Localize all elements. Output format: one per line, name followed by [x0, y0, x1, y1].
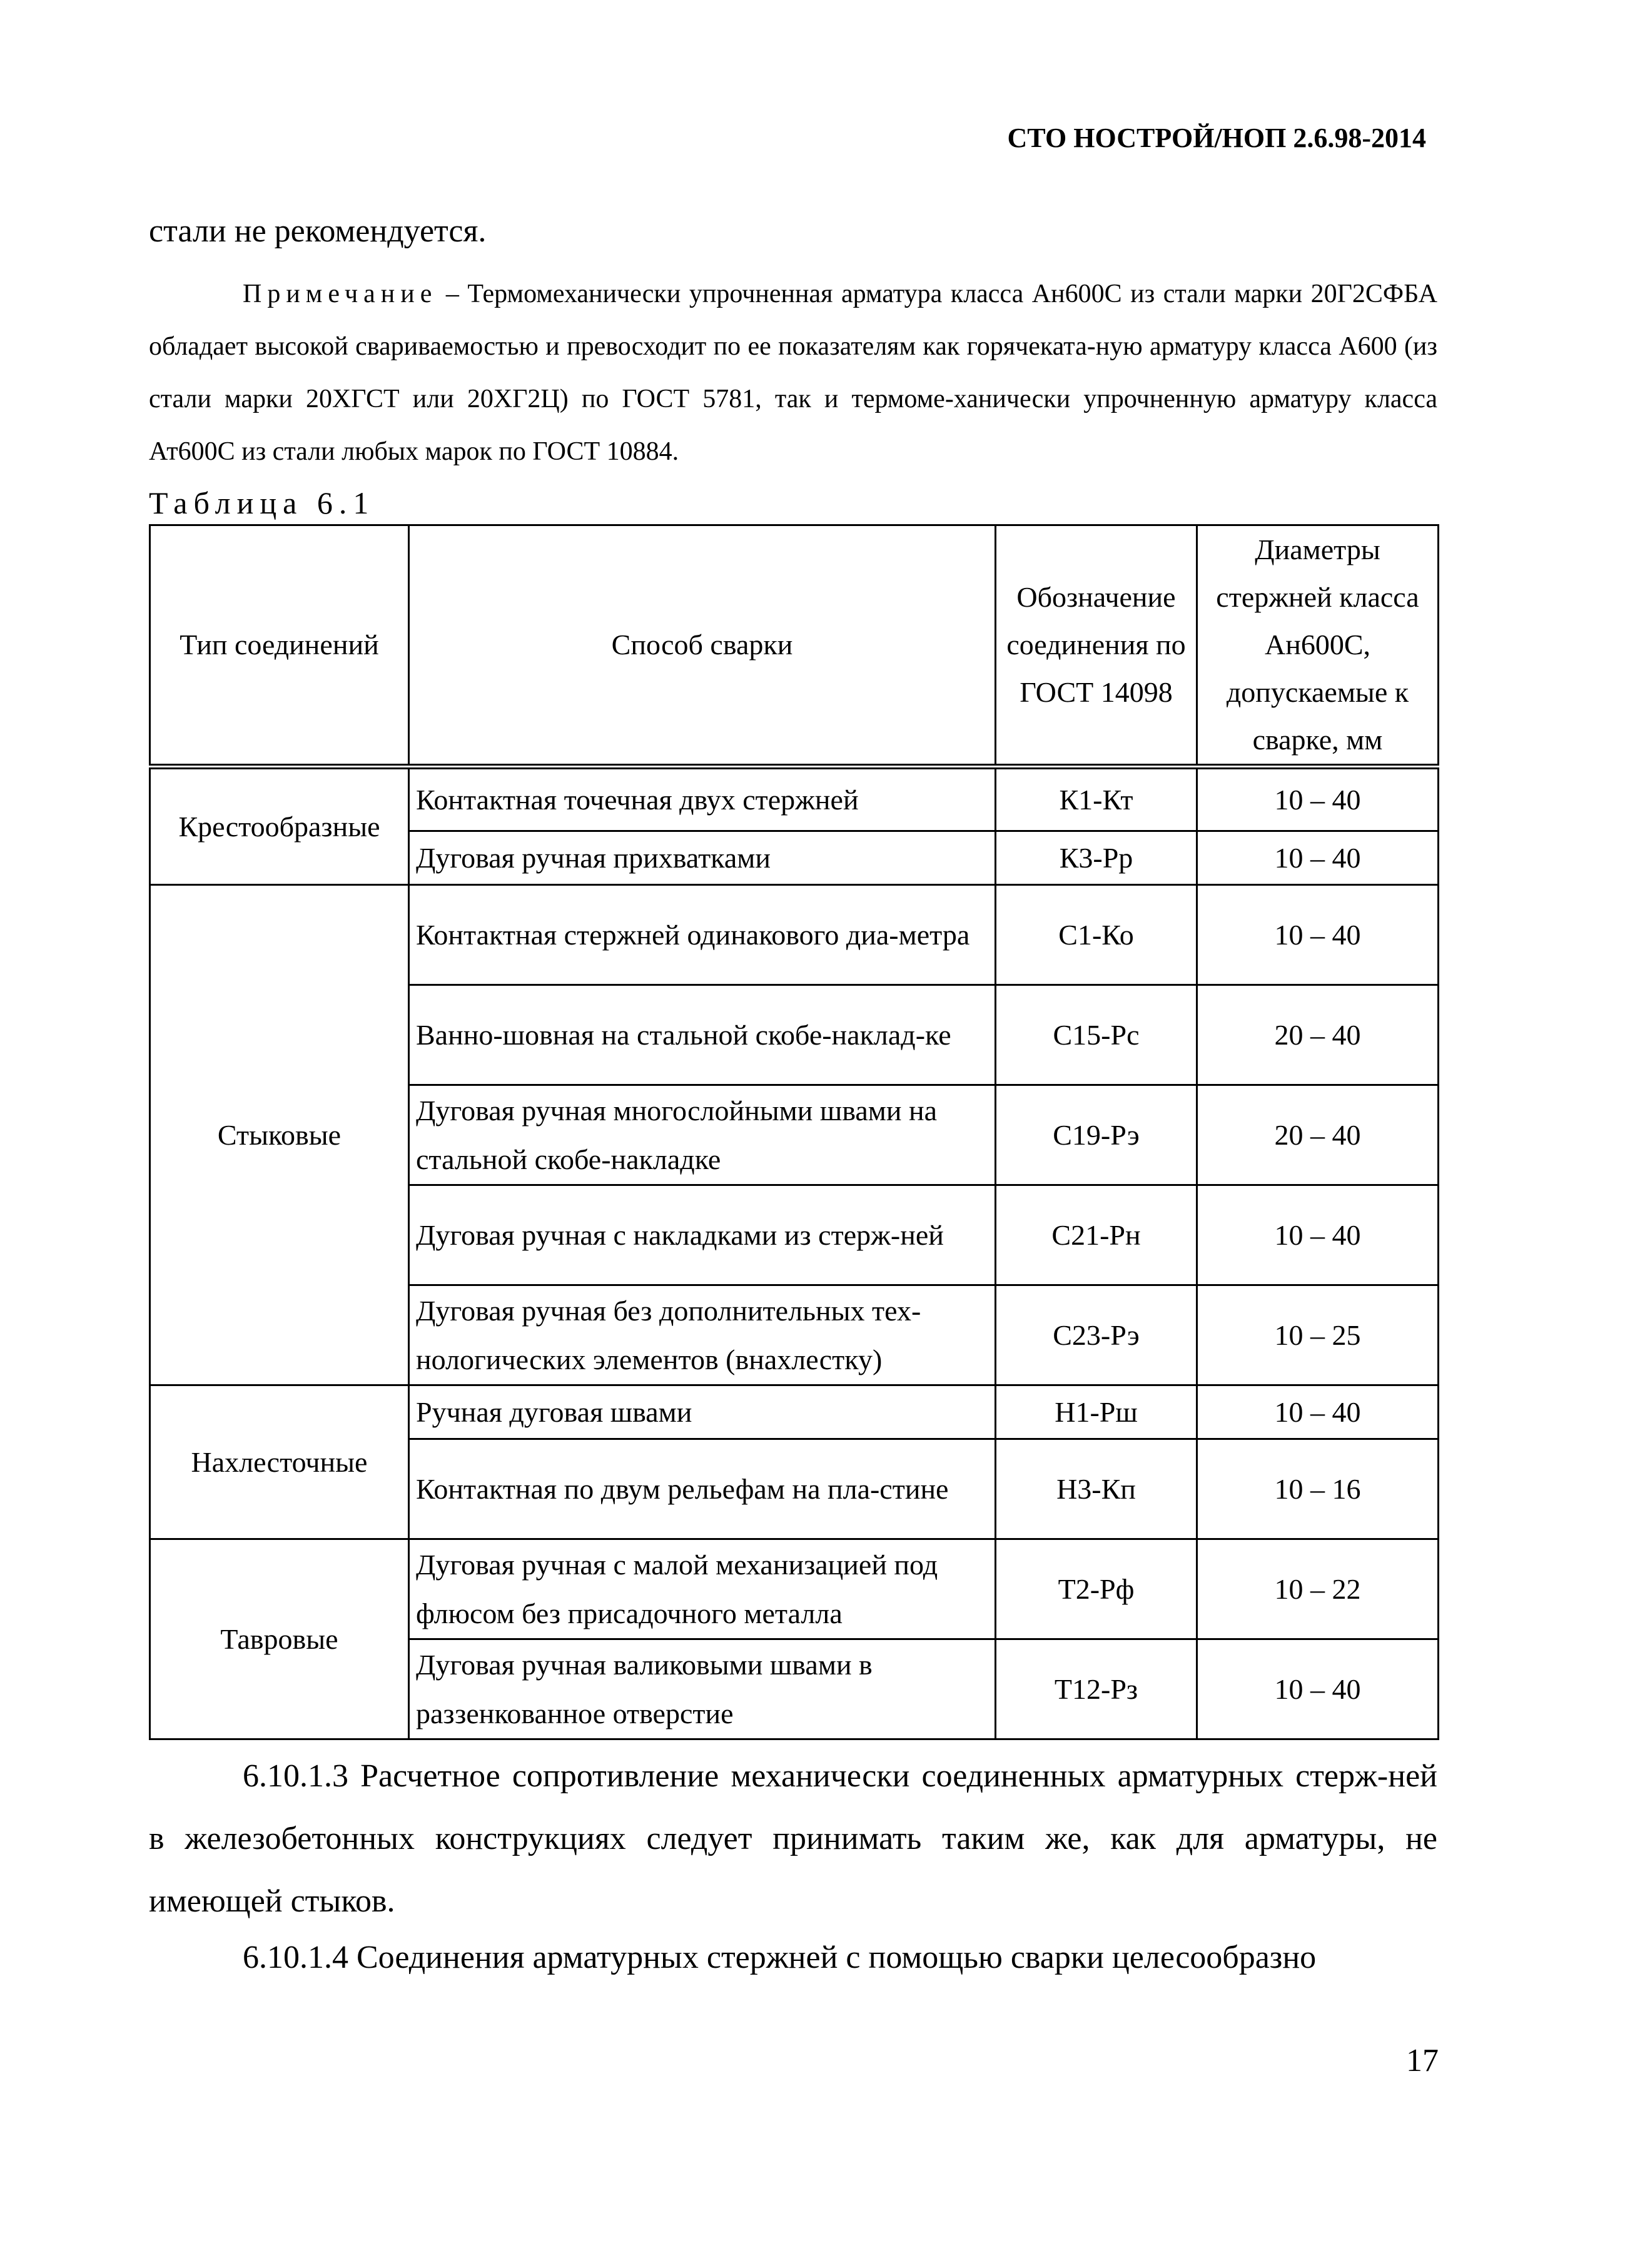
table-caption: Таблица 6.1	[149, 485, 375, 520]
note-text: – Термомеханически упрочненная арматура класса Ан600С из стали марки 20Г2СФБА обладает высокой свариваемостью и превосходит по ее показателям как горячеката-ную арматуру класса А600 (из стали марки 20ХГСТ или 20ХГ2Ц) по ГОСТ 5781, так и термоме-ханически упрочненную арматуру класса Ат600С из стали любых марок по ГОСТ 10884.	[149, 280, 1437, 466]
code-cell: С23-Рэ	[996, 1285, 1197, 1385]
code-cell: С15-Рс	[996, 985, 1197, 1085]
paragraph-6-10-1-4: 6.10.1.4 Соединения арматурных стержней с помощью сварки целесообразно	[243, 1940, 1317, 1975]
diameter-cell: 20 – 40	[1197, 1085, 1439, 1185]
header-type: Тип соединений	[150, 525, 409, 767]
type-cell: Тавровые	[150, 1539, 409, 1739]
document-header: СТО НОСТРОЙ/НОП 2.6.98-2014	[1007, 123, 1426, 153]
code-cell: Н3-Кп	[996, 1439, 1197, 1539]
diameter-cell: 10 – 40	[1197, 1639, 1439, 1739]
diameter-cell: 10 – 40	[1197, 1385, 1439, 1439]
method-cell: Дуговая ручная без дополнительных тех-нологических элементов (внахлестку)	[409, 1285, 996, 1385]
code-cell: Н1-Рш	[996, 1385, 1197, 1439]
method-cell: Ванно-шовная на стальной скобе-наклад-ке	[409, 985, 996, 1085]
table-row	[150, 767, 1439, 831]
header-code: Обозначение соединения по ГОСТ 14098	[996, 525, 1197, 767]
method-cell: Дуговая ручная с накладками из стерж-ней	[409, 1185, 996, 1285]
diameter-cell: 10 – 25	[1197, 1285, 1439, 1385]
code-cell: С21-Рн	[996, 1185, 1197, 1285]
diameter-cell: 10 – 16	[1197, 1439, 1439, 1539]
method-cell: Дуговая ручная прихватками	[409, 831, 996, 885]
diameter-cell: 10 – 40	[1197, 831, 1439, 885]
intro-text: стали не рекомендуется.	[149, 213, 487, 249]
method-cell: Контактная точечная двух стержней	[409, 767, 996, 831]
type-cell: Нахлесточные	[150, 1385, 409, 1539]
method-cell: Дуговая ручная валиковыми швами в раззенкованное отверстие	[409, 1639, 996, 1739]
note-label: Примечание	[243, 280, 438, 308]
table-header-row	[150, 525, 1439, 767]
table-row	[150, 1539, 1439, 1639]
method-cell: Дуговая ручная с малой механизацией под флюсом без присадочного металла	[409, 1539, 996, 1639]
code-cell: Т12-Рз	[996, 1639, 1197, 1739]
code-cell: К3-Рр	[996, 831, 1197, 885]
code-cell: С1-Ко	[996, 885, 1197, 985]
type-cell: Стыковые	[150, 885, 409, 1385]
table-row	[150, 1385, 1439, 1439]
diameter-cell: 10 – 40	[1197, 885, 1439, 985]
note-block	[149, 268, 1437, 478]
code-cell: С19-Рэ	[996, 1085, 1197, 1185]
paragraph-6-10-1-3: 6.10.1.3 Расчетное сопротивление механически соединенных арматурных стерж-ней в железобетонных конструкциях следует принимать таким же, как для арматуры, не имеющей стыков.	[149, 1758, 1437, 1919]
code-cell: К1-Кт	[996, 767, 1197, 831]
diameter-cell: 10 – 40	[1197, 1185, 1439, 1285]
welding-table	[149, 524, 1439, 1740]
page-number: 17	[1406, 2043, 1439, 2078]
header-diameter: Диаметры стержней класса Ан600С, допускаемые к сварке, мм	[1197, 525, 1439, 767]
diameter-cell: 10 – 22	[1197, 1539, 1439, 1639]
type-cell: Крестообразные	[150, 767, 409, 885]
table-row	[150, 885, 1439, 985]
diameter-cell: 10 – 40	[1197, 767, 1439, 831]
code-cell: Т2-Рф	[996, 1539, 1197, 1639]
header-method: Способ сварки	[409, 525, 996, 767]
method-cell: Контактная стержней одинакового диа-метра	[409, 885, 996, 985]
method-cell: Дуговая ручная многослойными швами на стальной скобе-накладке	[409, 1085, 996, 1185]
method-cell: Контактная по двум рельефам на пла-стине	[409, 1439, 996, 1539]
method-cell: Ручная дуговая швами	[409, 1385, 996, 1439]
note-paragraph	[149, 268, 1437, 478]
diameter-cell: 20 – 40	[1197, 985, 1439, 1085]
